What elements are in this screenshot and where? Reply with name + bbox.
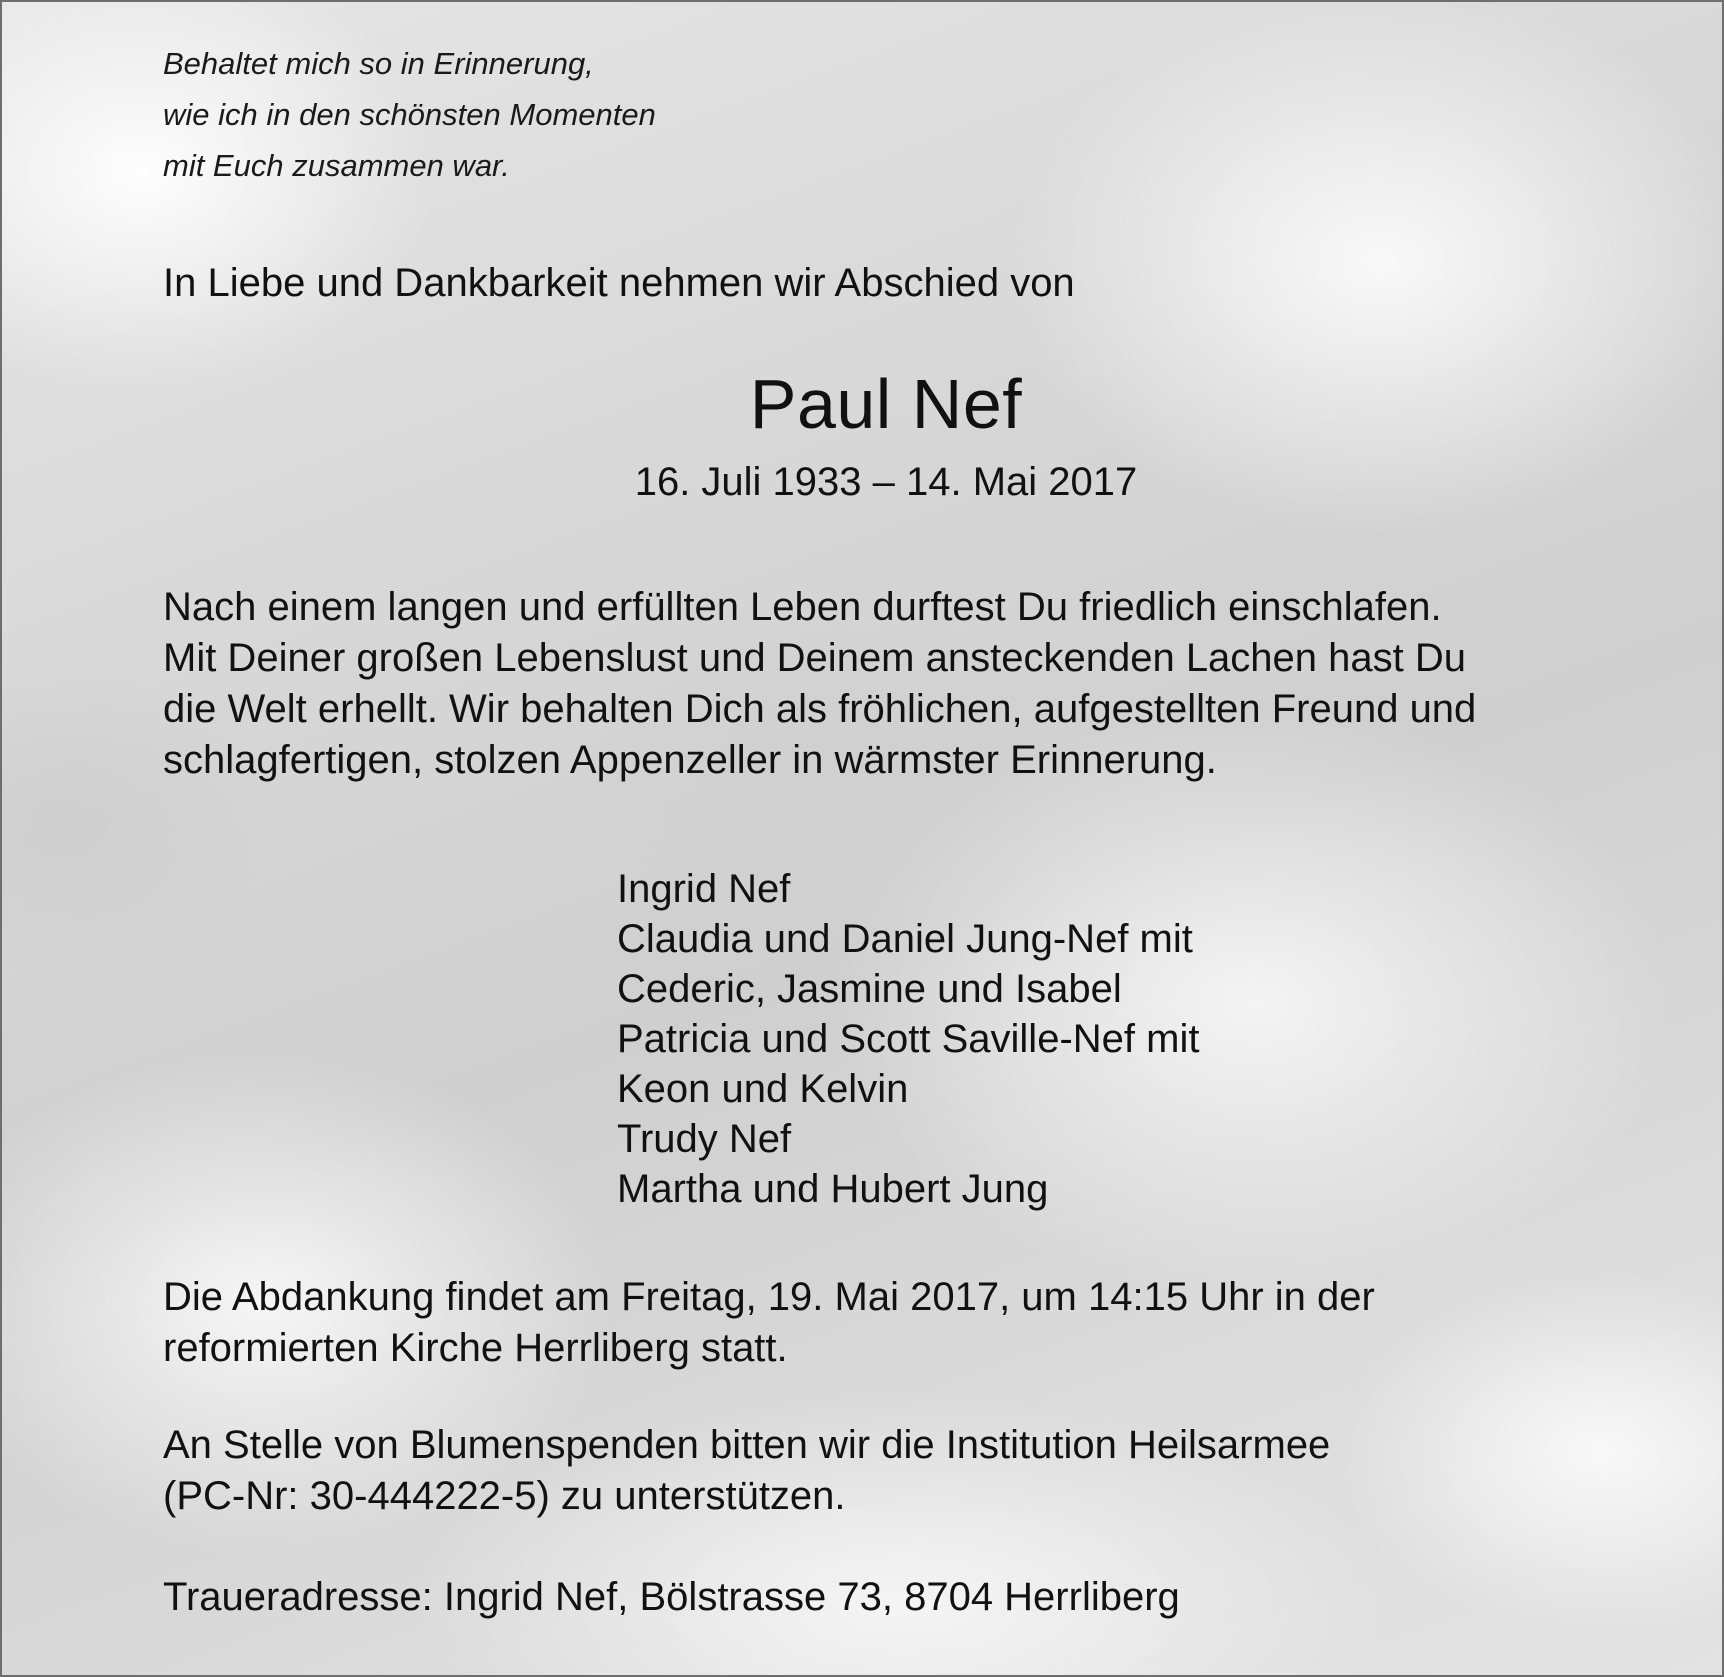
life-dates: 16. Juli 1933 – 14. Mai 2017 [634,460,1138,504]
mourner-entry: Martha und Hubert Jung [617,1167,1049,1211]
farewell-intro: In Liebe und Dankbarkeit nehmen wir Abschied von [163,261,1075,305]
mourning-address: Traueradresse: Ingrid Nef, Bölstrasse 73, 8704 Herrliberg [163,1575,1180,1619]
tribute-paragraph [163,582,1476,786]
service-line: Die Abdankung findet am Freitag, 19. Mai 2017, um 14:15 Uhr in der [163,1275,1375,1319]
mourner-entry: Cederic, Jasmine und Isabel [617,967,1122,1011]
memorial-verse [163,38,656,191]
mourner-entry: Trudy Nef [617,1117,792,1161]
tribute-line: Mit Deiner großen Lebenslust und Deinem ansteckenden Lachen hast Du [163,636,1467,680]
tribute-line: Nach einem langen und erfüllten Leben durftest Du friedlich einschlafen. [163,585,1442,629]
mourner-entry: Claudia und Daniel Jung-Nef mit [617,917,1193,961]
service-line: reformierten Kirche Herrliberg statt. [163,1326,788,1370]
tribute-line: schlagfertigen, stolzen Appenzeller in wärmster Erinnerung. [163,738,1217,782]
donation-request [163,1420,1330,1522]
mourner-entry: Patricia und Scott Saville-Nef mit [617,1017,1200,1061]
verse-line: wie ich in den schönsten Momenten [163,97,656,132]
tribute-line: die Welt erhellt. Wir behalten Dich als fröhlichen, aufgestellten Freund und [163,687,1477,731]
verse-line: mit Euch zusammen war. [163,148,510,183]
mourner-entry: Keon und Kelvin [617,1067,909,1111]
mourners-list [617,864,1199,1214]
deceased-name: Paul Nef [749,365,1023,443]
donation-line: An Stelle von Blumenspenden bitten wir die Institution Heilsarmee [163,1423,1331,1467]
service-info [163,1272,1375,1374]
donation-line: (PC-Nr: 30-444222-5) zu unterstützen. [163,1474,846,1518]
verse-line: Behaltet mich so in Erinnerung, [163,46,594,81]
mourner-entry: Ingrid Nef [617,867,791,911]
